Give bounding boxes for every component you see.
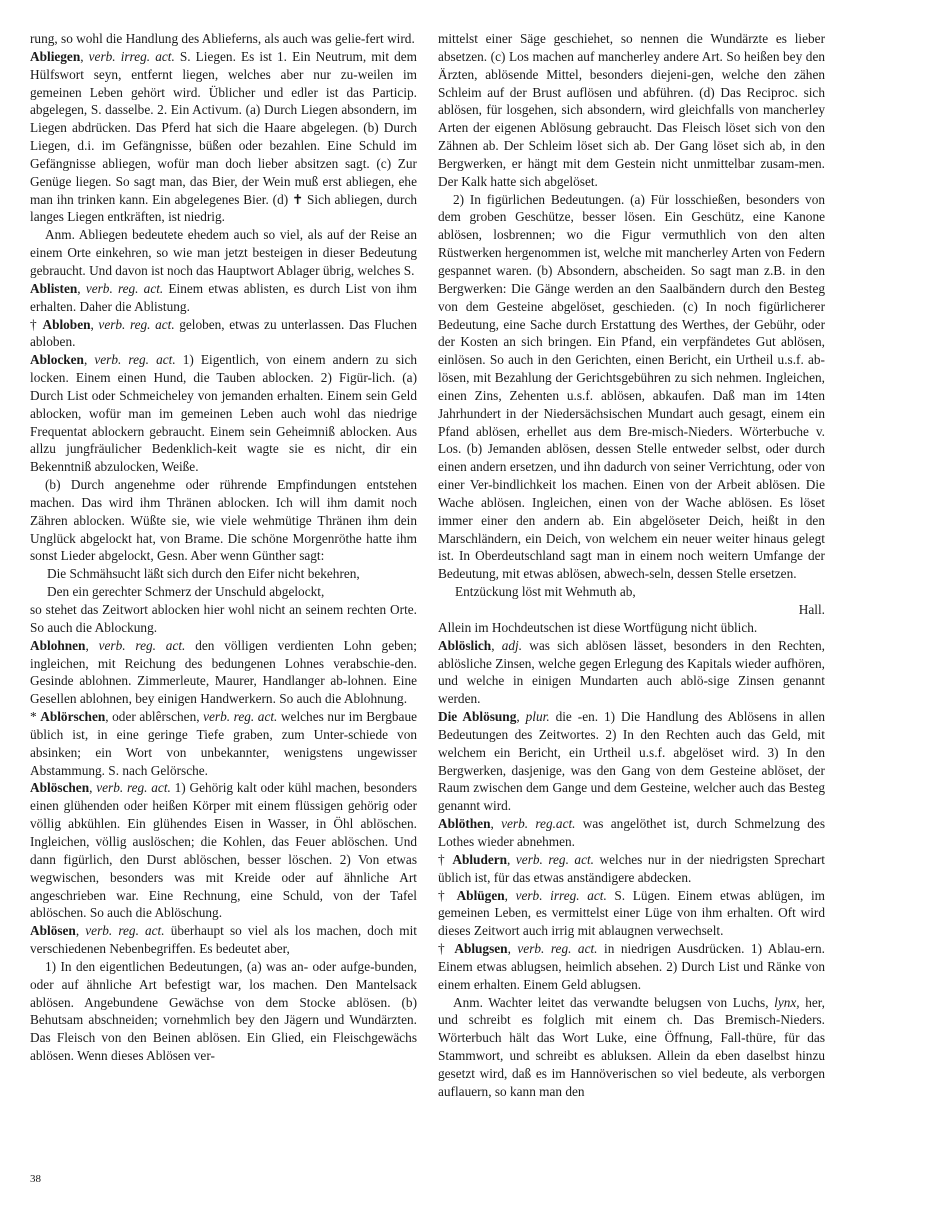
headword: Ablugsen	[454, 941, 508, 957]
headword: Ablöschen	[30, 780, 90, 796]
entry-abliegen: Abliegen, verb. irreg. act. S. Liegen. Es ist 1. Ein Neutrum, mit dem Hülfswort seyn, entfernt liegen, welches aber nur zu-weilen im gemeinen Leben gehört wird. Üblicher und edler ist das Particip. abgelegen, S. dasselbe. 2. Ein Activum. (a) Durch Liegen absondern, im Liegen abdrücken. Das Pferd hat sich die Haare abgelegen. (b) Durch Liegen, d.i. im Gefängnisse, büßen oder bezahlen. Eine Schuld im Gefängnisse abliegen, wofür man doch lieber absitzen sagt. (c) Zur Genüge liegen. So sagt man, das Bier, der Wein muß erst abliegen, ehe man ihn trinken kann. Ein abgelegenes Bier. (d) ✝ Sich abliegen, durch langes Liegen entkräften, ist niedrig.	[30, 48, 418, 225]
definition: 1) Eigentlich, von einem andern zu sich locken. Einem einen Hund, die Tauben ablocken. 2) Figür-lich. (a) Durch List oder Schmeicheley von jemanden erhalten. Einem sein Geld ablocken, wofür man im gemeinen Leben auch wohl das niedrige Frequentat ablockern gebraucht. Einem sein Geheimniß ablocken. Aus allzu jungfräulicher Bedenklich-keit wagte sie es nicht, dir ein Bekenntniß abzulocken, Weiße.	[30, 352, 417, 475]
entry-ablugsen: † Ablugsen, verb. reg. act. in niedrigen Ausdrücken. 1) Ablau-ern. Einem etwas ablugsen, heimlich absehen. 2) Durch List und Ränke von einem erhalten. Einem Geld ablugsen.	[438, 941, 825, 992]
dagger-mark: †	[438, 887, 457, 903]
grammar-label: verb. reg. act.	[515, 851, 594, 867]
definition: S. Liegen. Es ist 1. Ein Neutrum, mit dem Hülfswort seyn, entfernt liegen, welches aber nur zu-weilen im gemeinen Leben gehört wird. Üblicher und edler ist das Particip. abgelegen, S. dasselbe. 2. Ein Activum. (a) Durch Liegen absondern, im Liegen abdrücken. Das Pferd hat sich die Haare abgelegen. (b) Durch Liegen, d.i. im Gefängnisse, büßen oder bezahlen. Eine Schuld im Gefängnisse abliegen, wofür man doch lieber absitzen sagt. (c) Zur Genüge liegen. So sagt man, das Bier, der Wein muß erst abliegen, ehe man ihn trinken kann. Ein abgelegenes Bier. (d) ✝ Sich abliegen, durch langes Liegen entkräften, ist niedrig.	[30, 48, 418, 225]
grammar-label: verb. reg. act.	[96, 780, 171, 796]
note-text: Anm. Wachter leitet das verwandte belugsen von Luchs,	[453, 994, 775, 1010]
sub-paragraph: 2) In figürlichen Bedeutungen. (a) Für losschießen, besonders von dem groben Geschütze, besser lösen. Ein Geschütz, eine Kanone ablösen, losbrennen; wo die Figur vermuthlich von den alten Rüstwerken hergenommen ist, welche mit mancherley Arten von Federn gespannet waren. (b) Absondern, abscheiden. So sagt man z.B. in den Bergwerken: Die Gänge werden an den Saalbändern durch den Besteg von dem Gesteine abgelöset, geschieden. (c) In noch figürlicherer Bedeutung, eine Sache durch Erstattung des Werthes, der Gebühr, oder der Kosten an sich bringen. Ein Pfand, ein verpfändetes Gut ablösen, einlösen. So auch in den Gerichten, einen Bericht, ein Urtheil u.s.f. ab-lösen, mit Bezahlung der Gerichtsgebühren zu sich nehmen. Ingleichen, einen Zins, Zehenten u.s.f. ablösen, abkaufen. Daß man im 14ten Jahrhundert in der Niedersächsischen Mundart auch gesagt, einem ein Pfand ablösen, erhellet aus dem Bre-misch-Nieders. Wörterbuche v. Los. (b) Jemanden ablösen, dessen Stelle entweder selbst, oder durch einen andern ersetzen, und ihn dadurch von seiner Verrichtung, oder von einer Ver-bindlichkeit los machen. Einen von der Arbeit ablösen. Die Wache ablösen. Ingleichen, einen von der Wache ablösen. Es löset immer einer den andern ab. Ein abgelöseter Deich, heißt in den Marschländern, ein Deich, von welchem ein neuer weiter hinaus gelegt ist. In Oberdeutschland sagt man in einem noch weitern Umfange der Bedeutung, mit etwas ablösen, abwech-seln, dessen Stelle ersetzen.	[438, 191, 825, 582]
grammar-label: verb. reg. act.	[98, 637, 186, 653]
definition: die -en. 1) Die Handlung des Ablösens in allen Bedeutungen des Zeitwortes. 2) In den Rechten auch das Geld, mit welchem ein Bericht, ein Urtheil u.s.f. abgelöset wird. 3) In den Bergwerken, dasjenige, was den Gang von dem Gesteine ablöset, der Raum zwischen dem Gange und dem Gesteine, welcher auch das Besteg genannt wird.	[438, 709, 825, 814]
entry-ablothen: Ablöthen, verb. reg.act. was angelöthet ist, durch Schmelzung des Lothes wieder abnehmen.	[438, 816, 825, 849]
headword: Ablocken	[30, 352, 84, 368]
grammar-label: adj.	[501, 637, 523, 653]
verse-line: Den ein gerechter Schmerz der Unschuld abgelockt,	[47, 584, 325, 600]
dagger-mark: †	[30, 316, 43, 332]
grammar-label: verb. reg.act.	[501, 816, 576, 832]
headword: Ablörschen	[40, 709, 106, 725]
verse-source: Hall.	[798, 602, 825, 617]
grammar-label: verb. reg. act.	[98, 316, 175, 332]
headword: Abliegen	[30, 48, 81, 64]
grammar-label: verb. reg. act.	[85, 280, 164, 296]
grammar-label: plur.	[525, 709, 550, 725]
entry-ablisten: Ablisten, verb. reg. act. Einem etwas ablisten, es durch List von ihm erhalten. Daher die Ablistung.	[30, 280, 417, 314]
sub-paragraph: 1) In den eigentlichen Bedeutungen, (a) was an- oder aufge-bunden, oder auf ähnliche Art befestigt war, los machen. Den Mantelsack ablösen. Angebundene Gewächse von dem Stocke ablösen. (b) Behutsam abschneiden; vornehmlich bey den Jägern und Wundärzten. Das Fleisch von den Beinen ablösen. Ein Glied, ein Fleischgewächs ablösen. Wenn dieses Ablösen ver-	[30, 958, 417, 1064]
entry-ablohnen: Ablohnen, verb. reg. act. den völligen verdienten Lohn geben; ingleichen, mit Reichung des bedungenen Lohnes verabschie-den. Gesinde ablohnen. Zimmerleute, Maurer, Handlanger ab-lohnen. Eine Gesellen ablohnen, bey einigen Handwerkern. So auch die Ablohnung.	[30, 637, 417, 707]
headword: Ablisten	[30, 280, 78, 296]
entry-abloslich: Ablöslich, adj. was sich ablösen lässet, besonders in den Rechten, ablösliche Zinsen, welche gegen Erlegung des Kapitals wieder aufhören, und welche in einigen Mundarten auch ablö-sige Zinsen genannt werden.	[438, 637, 825, 707]
definition: 1) Gehörig kalt oder kühl machen, besonders einen glühenden oder heißen Körper mit einem flüssigen gehörig oder völlig abkühlen. Ein glühendes Eisen in Wasser, in Öhl ablöschen. Ingleichen, völlig auslöschen; die Kohlen, das Feuer ablöschen. Und dann figürlich, den Durst ablöschen, besser löschen. 2) Von etwas wegwischen, besonders was mit Kreide oder auf ähnliche Art angeschrieben war. Eine Rechnung, eine Schuld, von der Tafel ablöschen. So auch die Ablöschung.	[30, 780, 417, 921]
entry-ablocken: Ablocken, verb. reg. act. 1) Eigentlich, von einem andern zu sich locken. Einem einen Hund, die Tauben ablocken. 2) Figür-lich. (a) Durch List oder Schmeicheley von jemanden erhalten. Einem sein Geld ablocken, wofür man im gemeinen Leben auch wohl das niedrige Frequentat ablockern gebraucht. Einem sein Geheimniß ablocken. Aus allzu jungfräulicher Bedenklich-keit wagte sie es nicht, dir ein Bekenntniß abzulocken, Weiße.	[30, 352, 417, 475]
grammar-label: verb. reg. act.	[94, 352, 176, 368]
dagger-mark: †	[438, 851, 453, 867]
grammar-label: verb. irreg. act.	[88, 48, 175, 64]
grammar-label: verb. irreg. act.	[515, 887, 607, 903]
definition: geloben, etwas zu unterlassen. Das Fluchen abloben.	[30, 316, 417, 350]
verse-line: Entzückung löst mit Wehmuth ab,	[455, 584, 636, 600]
headword: Ablöthen	[438, 816, 491, 832]
dagger-mark: †	[438, 941, 455, 957]
left-column	[30, 30, 417, 1065]
definition: S. Lügen. Einem etwas ablügen, im gemeinen Leben, es vermittelst einer Lüge von ihm erhalten. Oft wird dieses Zeitwort auch irrig mit ablaugnen verwechselt.	[438, 887, 825, 939]
grammar-label: verb. reg. act.	[85, 923, 165, 939]
entry-ablosung: Die Ablösung, plur. die -en. 1) Die Handlung des Ablösens in allen Bedeutungen des Zeitwortes. 2) In den Rechten auch das Geld, mit welchem ein Bericht, ein Urtheil u.s.f. abgelöset wird. 3) In den Bergwerken, dasjenige, was den Gang von dem Gesteine ablöset, der Raum zwischen dem Gange und dem Gesteine, welcher auch das Besteg genannt wird.	[438, 709, 825, 814]
definition: in niedrigen Ausdrücken. 1) Ablau-ern. Einem etwas ablugsen, heimlich absehen. 2) Durch List und Ränke von einem erhalten. Einem Geld ablugsen.	[438, 941, 825, 992]
sub-paragraph: (b) Durch angenehme oder rührende Empfindungen entstehen machen. Das wird ihm Thränen ablocken. Ich will ihm damit noch Zähren ablocken. Wüßte sie, wie viele wehmütige Thränen ihm dein Unglück abgelockt hat, von Brame. Die schöne Morgenröthe hatte ihm sonst Lieder abgelockt, Gesn. Aber wenn Günther sagt:	[30, 477, 417, 564]
latin-term: lynx,	[774, 994, 800, 1010]
definition: was sich ablösen lässet, besonders in den Rechten, ablösliche Zinsen, welche gegen Erlegung des Kapitals wieder aufhören, und welche in einigen Mundarten auch ablö-sige Zinsen genannt werden.	[438, 637, 825, 707]
entry-ablugen: † Ablügen, verb. irreg. act. S. Lügen. Einem etwas ablügen, im gemeinen Leben, es vermittelst einer Lüge von ihm erhalten. Oft wird dieses Zeitwort auch irrig mit ablaugnen verwechselt.	[438, 887, 825, 939]
note-paragraph: Anm. Abliegen bedeutete ehedem auch so viel, als auf der Reise an einem Orte einkehren, so wie man jetzt besteigen in dieser Bedeutung gebraucht. Und davon ist noch das Hauptwort Ablager übrig, welches S.	[30, 227, 417, 278]
headword: Ablohnen	[30, 637, 86, 653]
definition: überhaupt so viel als los machen, doch mit verschiedenen Nebenbegriffen. Es bedeutet aber,	[30, 923, 417, 957]
entry-abloben: † Abloben, verb. reg. act. geloben, etwas zu unterlassen. Das Fluchen abloben.	[30, 316, 417, 350]
definition: welches nur im Bergbaue üblich ist, in eine geringe Tiefe graben, zum Unter-schiede von absinken; ein Wort von unbekannter, wenigstens ungewisser Abstammung. S. nach Gelörsche.	[30, 709, 417, 778]
right-column	[438, 30, 825, 1101]
variant: , oder ablêrschen,	[105, 709, 204, 725]
headword: Ablösen	[30, 923, 76, 939]
paragraph: so stehet das Zeitwort ablocken hier wohl nicht an seinem rechten Orte. So auch die Ablockung.	[30, 602, 417, 635]
headword: Die Ablösung	[438, 709, 517, 725]
definition: welches nur in der niedrigsten Sprechart üblich ist, für das etwas anständigere abdecken.	[438, 851, 825, 885]
headword: Ablügen	[456, 887, 505, 903]
continued-paragraph: mittelst einer Säge geschiehet, so nennen die Wundärzte es lieber absetzen. (c) Los machen auf mancherley andere Art. So heißen bey den Ärzten, ablösende Mittel, besonders diejeni-gen, welche den zähen Schleim auf der Brust auflösen und abführen. (d) Das Reciproc. sich ablösen, für losgehen, sich absondern, wird gleichfalls von mancherley Arten der eigenen Ablösung gebraucht. Das Fleisch löset sich von den Zähnen ab. Der Schleim löset sich ab. Der Gang löset sich ab, in den Bergwerken, er hängt mit dem Gestein nicht unmittelbar zusam-men. Der Kalk hatte sich abgelöset.	[438, 31, 825, 189]
note-text: her, und schreibt es folglich mit einem ch. Das Bremisch-Nieders. Wörterbuch hält das Wort Luke, eine Öffnung, Fall-thüre, für das Stammwort, und schreibt es abluksen. Allein da eben daselbst hinzu gesetzt wird, daß es im Hannöverischen so viel bedeute, als verborgen auflauern, so kann man den	[438, 994, 825, 1099]
definition: was angelöthet ist, durch Schmelzung des Lothes wieder abnehmen.	[438, 816, 825, 849]
continued-paragraph: rung, so wohl die Handlung des Ablieferns, als auch was gelie-fert wird.	[30, 31, 415, 46]
verse-line: Die Schmähsucht läßt sich durch den Eifer nicht bekehren,	[47, 566, 360, 582]
grammar-label: verb. reg. act.	[517, 941, 598, 957]
entry-abloschen: Ablöschen, verb. reg. act. 1) Gehörig kalt oder kühl machen, besonders einen glühenden oder heißen Körper mit einem flüssigen gehörig oder völlig abkühlen. Ein glühendes Eisen in Wasser, in Öhl ablöschen. Ingleichen, völlig auslöschen; die Kohlen, das Feuer ablöschen. Und dann figürlich, den Durst ablöschen, besser löschen. 2) Von etwas wegwischen, besonders was mit Kreide oder auf ähnliche Art angeschrieben war. Eine Rechnung, eine Schuld, von der Tafel ablöschen. So auch die Ablöschung.	[30, 780, 417, 921]
entry-ablosen: Ablösen, verb. reg. act. überhaupt so viel als los machen, doch mit verschiedenen Nebenbegriffen. Es bedeutet aber,	[30, 923, 417, 957]
definition: den völligen verdienten Lohn geben; ingleichen, mit Reichung des bedungenen Lohnes verabschie-den. Gesinde ablohnen. Zimmerleute, Maurer, Handlanger ab-lohnen. Eine Gesellen ablohnen, bey einigen Handwerkern. So auch die Ablohnung.	[30, 637, 417, 707]
definition: Einem etwas ablisten, es durch List von ihm erhalten. Daher die Ablistung.	[30, 280, 417, 314]
entry-ablorschen	[30, 708, 417, 779]
entry-abludern: † Abludern, verb. reg. act. welches nur in der niedrigsten Sprechart üblich ist, für das etwas anständigere abdecken.	[438, 851, 825, 885]
paragraph: Allein im Hochdeutschen ist diese Wortfügung nicht üblich.	[438, 619, 758, 635]
headword: Abloben	[42, 316, 91, 332]
asterisk-mark: *	[30, 709, 41, 725]
grammar-label: verb. reg. act.	[203, 709, 278, 725]
note-paragraph	[438, 994, 825, 1101]
page-number: 38	[30, 1173, 41, 1185]
headword: Abludern	[452, 851, 508, 867]
headword: Ablöslich	[438, 637, 492, 653]
